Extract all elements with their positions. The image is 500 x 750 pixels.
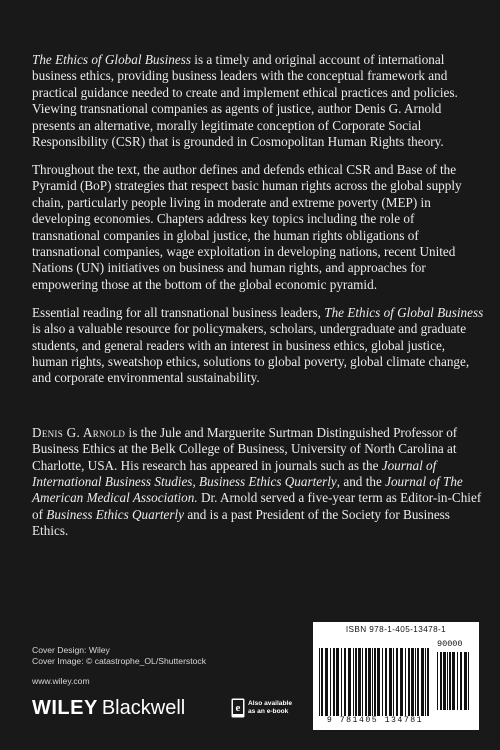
- barcode-bar: [396, 648, 398, 716]
- barcode-bar: [368, 648, 371, 716]
- barcode-bar: [427, 648, 429, 716]
- barcode-bar: [362, 648, 363, 716]
- book-title: The Ethics of Global Business: [32, 52, 191, 67]
- ebook-text: [248, 700, 292, 716]
- logo-wiley: WILEY: [32, 697, 98, 719]
- barcode-bar: [389, 648, 392, 716]
- description-paragraph-3: [32, 305, 484, 387]
- barcode-bar: [348, 648, 351, 716]
- barcode-bar: [377, 648, 380, 716]
- barcode-bar: [365, 648, 367, 716]
- journal-name: Journal of International Business Studies, Business Ethics Quarterly: [32, 457, 437, 489]
- barcode-bar: [330, 648, 331, 716]
- author-bio: [32, 425, 484, 540]
- barcode-bar: [447, 652, 448, 710]
- barcode-bar: [355, 648, 357, 716]
- bio-text-2: , and the: [336, 473, 386, 489]
- barcode-bar: [457, 652, 458, 710]
- barcode-bar: [333, 648, 335, 716]
- barcode-bar: [321, 648, 323, 716]
- barcode-bar: [385, 648, 387, 716]
- barcode-bar: [443, 652, 446, 710]
- barcode-bar: [344, 648, 346, 716]
- barcode-bar: [405, 648, 406, 716]
- barcode-bar: [452, 652, 455, 710]
- isbn-number: ISBN 978-1-405-13478-1: [345, 625, 447, 634]
- e-book-icon: [231, 698, 245, 718]
- publisher-logo: [32, 697, 185, 720]
- cover-image-credit: Cover Image: © catastrophe_OL/Shutterstock: [32, 656, 206, 666]
- barcode-bar: [417, 648, 419, 716]
- paragraph-3-text-after: is also a valuable resource for policymakers, scholars, undergraduate and graduate students, and general readers with an interest in business ethics, global justice, human rights, sweatshop ethics, solutions to global poverty, global climate change, and corporate environmental sustainability.: [32, 321, 470, 386]
- barcode-bar: [372, 648, 373, 716]
- isbn-barcode: [313, 622, 479, 730]
- barcode-bar: [400, 648, 403, 716]
- barcode-bars: [319, 648, 431, 716]
- description-paragraph-2: Throughout the text, the author defines and defends ethical CSR and Base of the Pyramid (BoP) strategies that respect basic human rights across the global supply chain, particularly people living in moderate and extreme poverty (MEP) in developing economies. Chapters address key topics including the role of transnational companies in global justice, the human rights obligations of transnational companies, wage exploitation in developing nations, recent United Nations (UN) initiatives on business and human rights, and approaches for empowering those at the bottom of the global economic pyramid.: [32, 161, 462, 292]
- barcode-bar: [393, 648, 394, 716]
- barcode-bar: [353, 648, 354, 716]
- addon-barcode-bars: [437, 652, 473, 710]
- description-paragraph-1: [32, 52, 484, 150]
- bio-text-1: is the Jule and Marguerite Surtman Distinguished Professor of Business Ethics at the Belk College of Business, University of North Carolina at Charlotte, USA. His research has appeared in journals such as the: [32, 424, 458, 473]
- barcode-bar: [319, 648, 320, 716]
- ebook-line-1: Also available: [248, 700, 292, 707]
- barcode-bar: [382, 648, 383, 716]
- bio-text-3: Dr. Arnold served a five-year term as Editor-in-Chief of: [32, 490, 482, 522]
- cover-design-credit: Cover Design: Wiley: [32, 645, 110, 655]
- logo-blackwell: Blackwell: [101, 697, 186, 719]
- journal-name: Journal of The American Medical Association.: [32, 473, 463, 506]
- journal-name: Business Ethics Quarterly: [46, 506, 185, 522]
- barcode-bar: [341, 648, 342, 716]
- barcode-bar: [437, 652, 438, 710]
- barcode-bar: [421, 648, 424, 716]
- barcode-bar: [408, 648, 410, 716]
- ebook-line-2: as an e-book: [248, 708, 289, 715]
- barcode-bar: [468, 652, 469, 710]
- back-cover-text: [32, 52, 484, 551]
- cover-credits: [32, 645, 206, 667]
- book-title: The Ethics of Global Business: [324, 304, 484, 320]
- barcode-bar: [425, 648, 426, 716]
- barcode-bar: [411, 648, 414, 716]
- barcode-bar: [415, 648, 416, 716]
- svg-text:e: e: [235, 702, 241, 714]
- publisher-website: www.wiley.com: [32, 676, 90, 686]
- barcode-bar: [325, 648, 328, 716]
- barcode-bar: [464, 652, 467, 710]
- paragraph-3-text-before: Essential reading for all transnational business leaders,: [32, 304, 325, 320]
- bio-text-4: and is a past President of the Society for Business Ethics.: [32, 506, 450, 539]
- barcode-bar: [374, 648, 376, 716]
- barcode-bar: [336, 648, 339, 716]
- barcode-bar: [358, 648, 361, 716]
- paragraph-1-text: is a timely and original account of international business ethics, providing business leaders with the conceptual framework and practical guidance needed to create and implement ethical practices and policies. Viewing transnational companies as agents of justice, author Denis G. Arnold presents an alternative, morally legitimate conception of Corporate Social Responsibility (CSR) that is grounded in Cosmopolitan Human Rights theory.: [32, 52, 458, 150]
- author-name: Denis G. Arnold: [32, 424, 126, 440]
- barcode-bar: [449, 652, 451, 710]
- barcode-digits: 9 781405 134781: [326, 716, 424, 725]
- barcode-bar: [460, 652, 462, 710]
- price-code: 90000: [437, 639, 463, 649]
- barcode-bar: [440, 652, 442, 710]
- ebook-notice: [231, 698, 292, 718]
